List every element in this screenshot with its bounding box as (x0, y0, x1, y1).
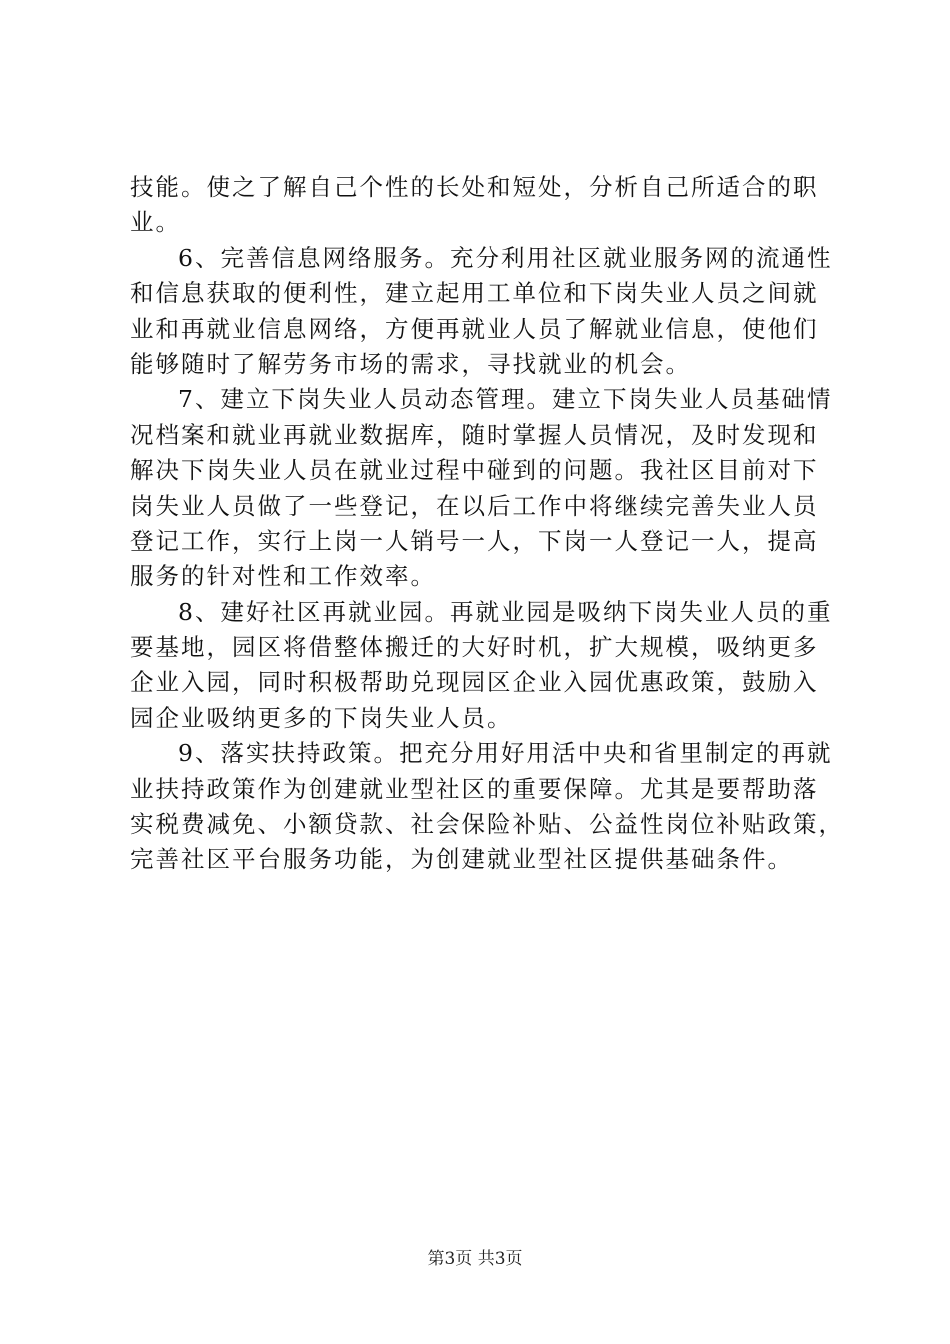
page-number-label: 第3页 共3页 (427, 1249, 523, 1269)
text-line: 完善社区平台服务功能，为创建就业型社区提供基础条件。 (130, 845, 793, 874)
text-line: 解决下岗失业人员在就业过程中碰到的问题。我社区目前对下 (130, 456, 819, 485)
page-footer (0, 1244, 950, 1269)
text-line: 要基地，园区将借整体搬迁的大好时机，扩大规模，吸纳更多 (130, 633, 819, 662)
text-line: 服务的针对性和工作效率。 (130, 562, 436, 591)
paragraph-6-start: 6、完善信息网络服务。充分利用社区就业服务网的流通性 (178, 243, 833, 272)
paragraph-9-start: 9、落实扶持政策。把充分用好用活中央和省里制定的再就 (178, 739, 833, 768)
text-line: 能够随时了解劳务市场的需求，寻找就业的机会。 (130, 349, 691, 378)
text-line: 业扶持政策作为创建就业型社区的重要保障。尤其是要帮助落 (130, 774, 819, 803)
text-line: 登记工作，实行上岗一人销号一人，下岗一人登记一人，提高 (130, 526, 819, 555)
text-line: 技能。使之了解自己个性的长处和短处，分析自己所适合的职 (130, 173, 819, 201)
paragraph-7-start: 7、建立下岗失业人员动态管理。建立下岗失业人员基础情 (178, 385, 833, 414)
text-line: 实税费减免、小额贷款、社会保险补贴、公益性岗位补贴政策， (130, 810, 844, 839)
text-line: 业。 (130, 208, 181, 237)
text-line: 园企业吸纳更多的下岗失业人员。 (130, 703, 513, 732)
text-line: 和信息获取的便利性，建立起用工单位和下岗失业人员之间就 (130, 279, 819, 308)
text-line: 岗失业人员做了一些登记，在以后工作中将继续完善失业人员 (130, 491, 819, 520)
text-line: 况档案和就业再就业数据库，随时掌握人员情况，及时发现和 (130, 420, 819, 449)
text-line: 企业入园，同时积极帮助兑现园区企业入园优惠政策，鼓励入 (130, 668, 819, 697)
text-line: 业和再就业信息网络，方便再就业人员了解就业信息，使他们 (130, 314, 819, 343)
body-text (130, 170, 844, 878)
paragraph-8-start: 8、建好社区再就业园。再就业园是吸纳下岗失业人员的重 (178, 597, 833, 626)
